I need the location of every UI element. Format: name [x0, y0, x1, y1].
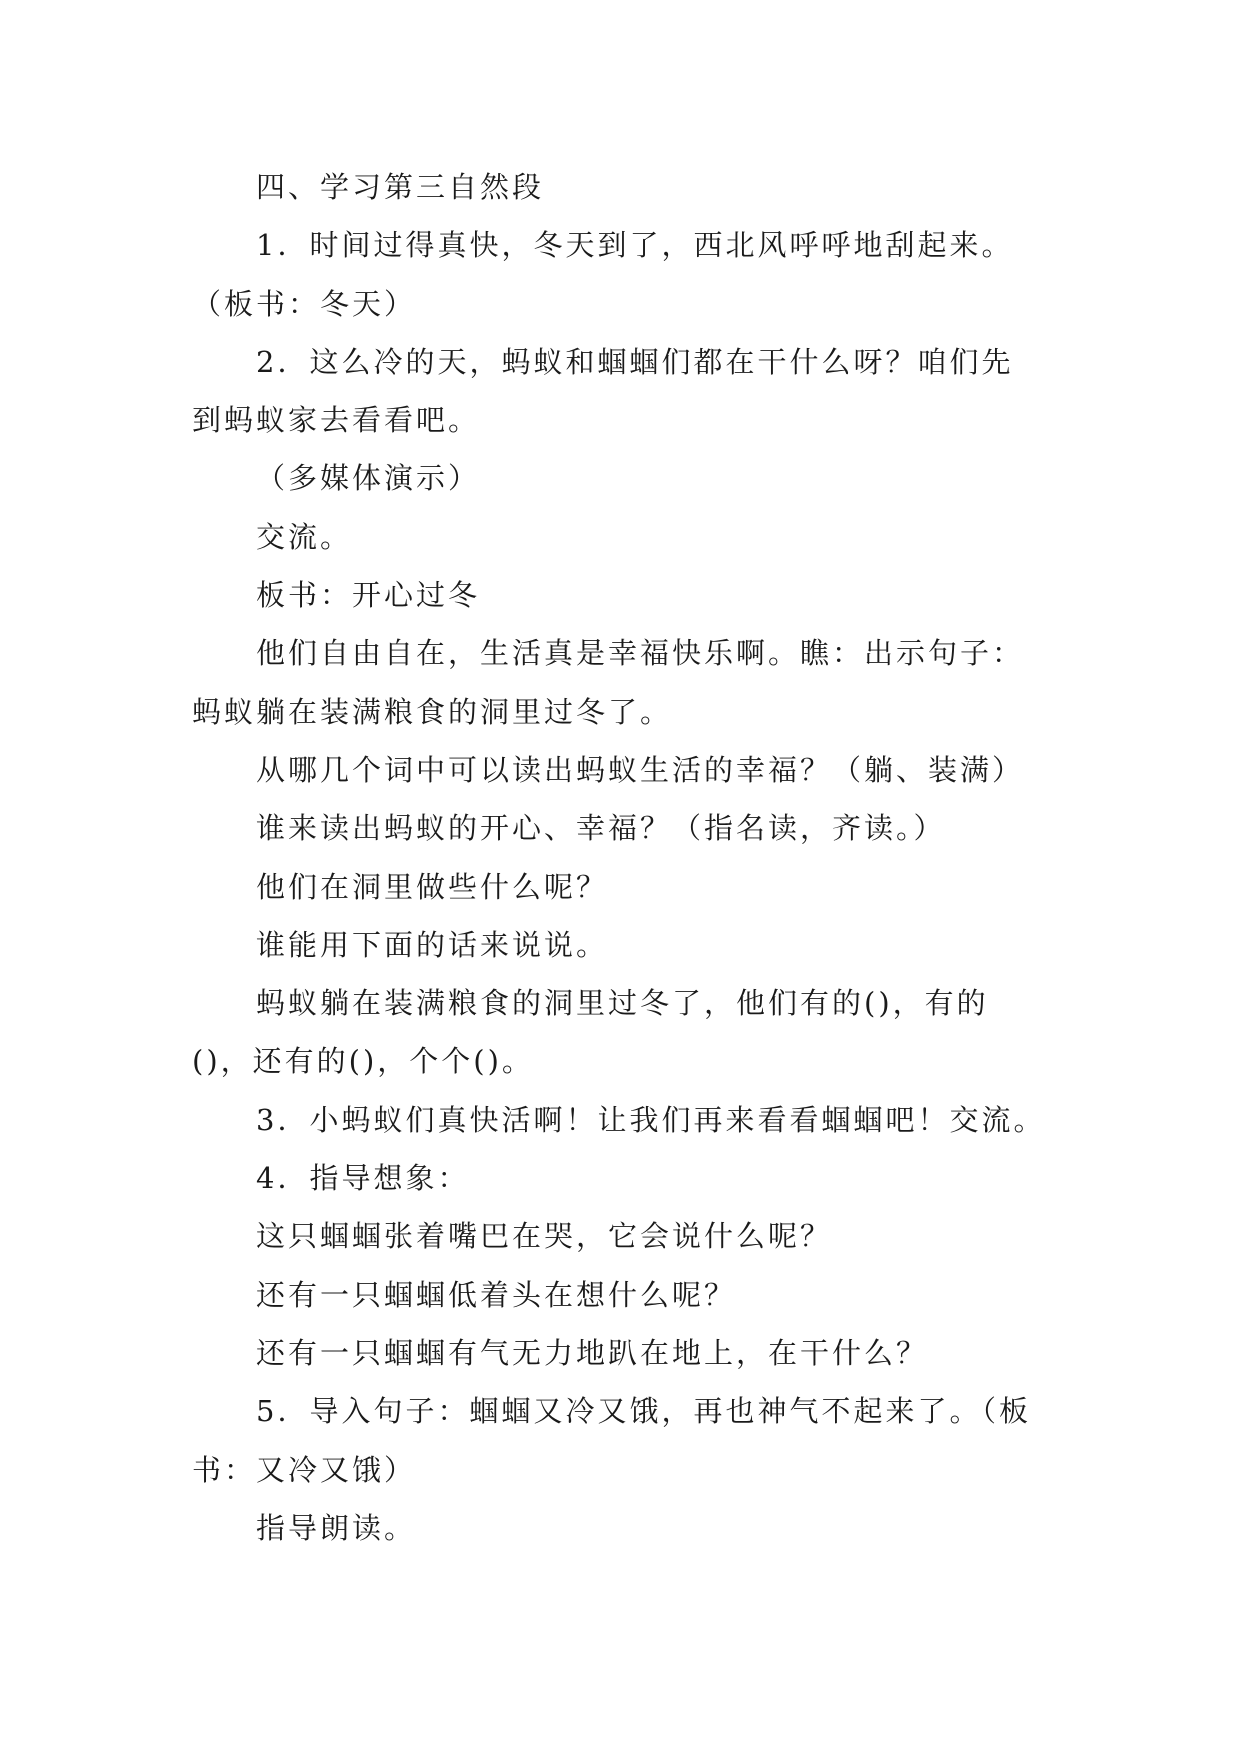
- document-page: [192, 158, 1082, 1557]
- text-line: 4．指导想象：: [256, 1161, 470, 1196]
- text-line: 指导朗读。: [256, 1510, 417, 1545]
- text-line: 还有一只蝈蝈有气无力地趴在地上，在干什么？: [256, 1335, 929, 1370]
- text-line: 板书：开心过冬: [256, 578, 481, 613]
- text-line: 谁来读出蚂蚁的开心、幸福？（指名读，齐读。）: [256, 811, 946, 846]
- text-line: 谁能用下面的话来说说。: [256, 927, 609, 962]
- text-line: 蚂蚁躺在装满粮食的洞里过冬了。: [192, 694, 673, 729]
- text-line: 1．时间过得真快，冬天到了，西北风呼呼地刮起来。: [256, 228, 1014, 263]
- text-line: ()，还有的()，个个()。: [192, 1044, 534, 1079]
- text-line: 交流。: [256, 519, 353, 554]
- text-line: 从哪几个词中可以读出蚂蚁生活的幸福？（躺、装满）: [256, 752, 1025, 787]
- text-line: 到蚂蚁家去看看吧。: [192, 403, 481, 438]
- text-line: 他们在洞里做些什么呢？: [256, 869, 609, 904]
- text-line: 3．小蚂蚁们真快活啊！让我们再来看看蝈蝈吧！交流。: [256, 1102, 1046, 1137]
- text-line: （板书：冬天）: [192, 286, 417, 321]
- text-line: 蚂蚁躺在装满粮食的洞里过冬了，他们有的()，有的: [256, 986, 989, 1021]
- text-line: 还有一只蝈蝈低着头在想什么呢？: [256, 1277, 737, 1312]
- text-line: 这只蝈蝈张着嘴巴在哭，它会说什么呢？: [256, 1219, 833, 1254]
- text-line: 5．导入句子：蝈蝈又冷又饿，再也神气不起来了。（板: [256, 1394, 1031, 1429]
- text-line: 书：又冷又饿）: [192, 1452, 417, 1487]
- heading-section-four: 四、学习第三自然段: [256, 170, 545, 204]
- text-line: （多媒体演示）: [256, 461, 481, 496]
- text-line: 2．这么冷的天，蚂蚁和蝈蝈们都在干什么呀？咱们先: [256, 344, 1014, 379]
- text-line: 他们自由自在，生活真是幸福快乐啊。瞧：出示句子：: [256, 636, 1025, 671]
